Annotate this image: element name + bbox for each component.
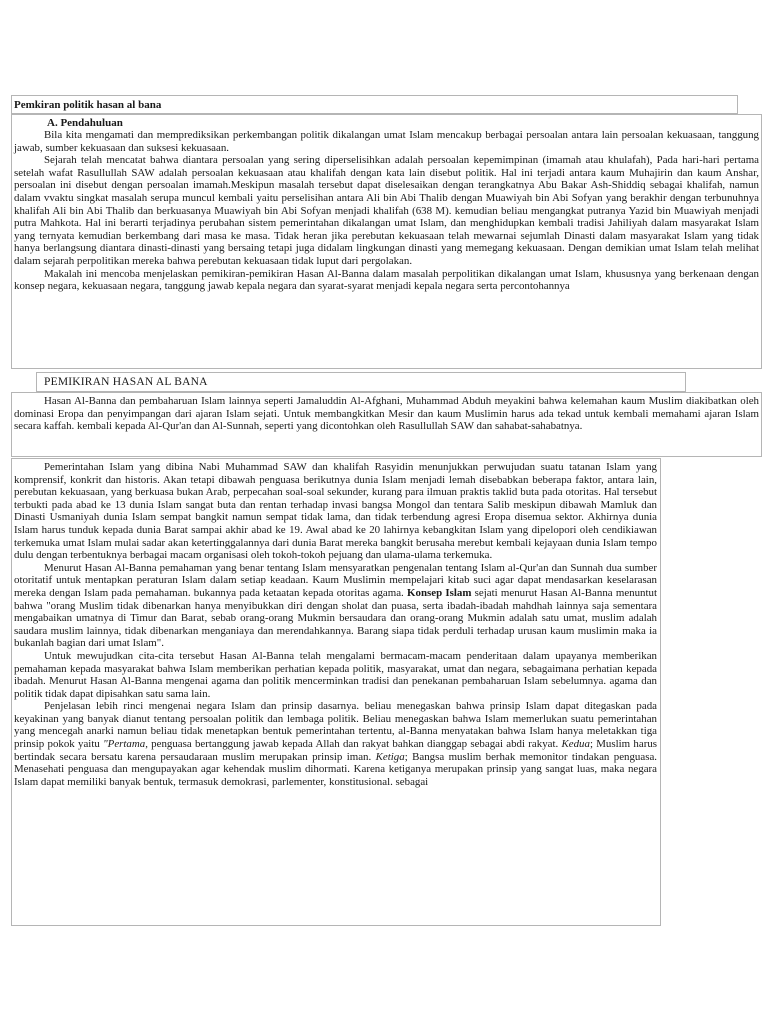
intro-heading: A. Pendahuluan: [47, 117, 123, 129]
body-paragraph-4: [14, 700, 657, 788]
body-paragraph-2: [14, 562, 657, 650]
body-box: [11, 458, 661, 926]
body-paragraph-1: Pemerintahan Islam yang dibina Nabi Muhammad SAW dan khalifah Rasyidin menunjukkan perwujudan suatu tatanan Islam yang komprensif, konkrit dan historis. Akan tetapi dibawah penguasa berikutnya dunia Islam menjadi lemah disebabkan beberapa faktor, antara lain, perebutan kekuasaan, yang berkuasa bukan Arab, perpecahan soal-soal sekunder, kurang para ilmuan praktis taklid buta pada otoritas. Hal tersebut terbukti pada abad ke 13 dunia Islam sangat buta dan rentan terhadap invasi bangsa Mongol dan tentara Salib meskipun dibawah Mamluk dan Dinasti Usmaniyah dunia Islam sempat bangkit namun sempat tidak lama, dan tidak terbendung agresi Eropa disemua sektor. Akhirnya dunia Islam harus tunduk kepada dunia Barat sampai akhir abad ke 19. Awal abad ke 20 lahirnya kebangkitan Islam yang dipelopori oleh cendikiawan terkemuka umat Islam mulai sadar akan ketertinggalannya dari dunia Barat mereka bangkit berusaha merebut kembali kejayaan dunia Islam tempo dulu dengan terbentuknya berbagai macam organisasi oleh tokoh-tokoh pejuang dan ulama-ulama terkemuka.: [14, 461, 657, 562]
konsep-islam-term: Konsep Islam: [407, 586, 472, 599]
doc-title: Pemkiran politik hasan al bana: [14, 99, 162, 111]
intro-paragraph-3: Makalah ini mencoba menjelaskan pemikiran-pemikiran Hasan Al-Banna dalam masalah perpolitikan dikalangan umat Islam, khususnya yang berkenaan dengan konsep negara, kekuasaan negara, tanggung jawab kepala negara dan syarat-syarat menjadi kepala negara serta percontohannya: [14, 267, 759, 293]
section-intro-box: [11, 392, 762, 457]
body-paragraph-4-part-c: ; Muslim harus bertindak secara bersatu karena persaudaraan muslim merupakan prinsip iman.: [14, 738, 658, 763]
body-paragraph-4-part-b: , penguasa bertanggung jawab kepada Allah dan rakyat bahkan dianggap sebagai abdi rakyat.: [145, 738, 559, 751]
section-heading-box: [36, 372, 686, 392]
section-heading: PEMIKIRAN HASAN AL BANA: [44, 376, 208, 388]
intro-paragraph-2: Sejarah telah mencatat bahwa diantara persoalan yang sering diperselisihkan adalah persoalan kepemimpinan (imamah atau khulafah), Pada hari-hari pertama setelah wafat Rasullullah SAW adalah persoalan kekuasaan atau khalifah dengan kata lain disebut politik. Hal ini terjadi antara kaum Muhajirin dan kaum Anshar, persoalan ini disebut dengan persoalan imamah.Meskipun masalah tersebut dapat diselesaikan dengan terangkatnya Abu Bakar Ash-Shiddiq sebagai khalifah, namun dalam vvaktu singkat masalah serupa muncul kembali yaitu perselisihan antara Ali bin Abi Thalib dengan Muawiyah bin Abi Sofyan yang berakhir dengan terbunuhnya khalifah Ali bin Abi Thalib dan berkuasanya Muawiyah bin Abi Sofyan menjadi khalifah (638 M). kemudian beliau mengangkat putranya Yazid bin Muawiyah menjadi putra Mahkota. Hal ini berarti terjadinya perubahan sistem pemerintahan dikalangan umat Islam, dan menghidupkan kembali tradisi Jahiliyah dalam masyarakat Islam yang ternyata kemudian berkembang dari masa ke masa. Tidak heran jika perebutan kekuasaan telah mewarnai sejumlah Dinasti dalam masyarakat Islam yang tidak hanya berlangsung diantara dinasti-dinasti yang bersaing tetapi juga didalam lingkungan dinasti yang memegang kekuasaan. Dengan demikian umat Islam telah melihat dalam sejarah perpolitikan mereka bahwa perebutan kekuasaan tidak luput dari pergolakan.: [14, 154, 759, 267]
body-paragraph-4-part-d: ; Bangsa muslim berhak memonitor tindakan penguasa. Menasehati penguasa dan mengupayakan agar kehendak muslim dihormati. Karena ketiganya merupakan prinsip yang sangat luas, maka negara Islam dapat memiliki banyak bentuk, termasuk demokrasi, parlementer, konstitusional. sebagai: [14, 750, 658, 788]
body-paragraph-2-part-a: Menurut Hasan Al-Banna pemahaman yang benar tentang Islam mensyaratkan pengenalan tentang Islam al-Qur'an dan Sunnah dua sumber otoritatif untuk mentapkan peraturan Islam dalam setiap keadaan. Kaum Muslimin mempelajari kitab suci agar dapat mendasarkan keselarasan mereka dengan Islam pada pemahaman. bukannya pada ketaatan kepada otoritas agama.: [14, 561, 657, 599]
body-paragraph-2-part-b: sejati menurut Hasan Al-Banna menuntut bahwa "orang Muslim tidak dibenarkan hanya menyibukkan diri dengan sholat dan puasa, serta ibadah-ibadah mahdhah lainnya saja sementara mengabaikan umatnya di Timur dan Barat, sebab orang-orang Mukmin bersaudara dan orang-orang Mukmin adalah satu umat, muslim adalah saudara muslim lainnya, tidak dibenarkan menganiaya dan merendahkannya. Barang siapa tidak perduli terhadap urusan kaum muslimin maka ia bukanlah bagian dari umat Islam".: [14, 586, 657, 650]
section-intro-paragraph: Hasan Al-Banna dan pembaharuan Islam lainnya seperti Jamaluddin Al-Afghani, Muhammad Abduh meyakini bahwa kelemahan kaum Muslim diakibatkan oleh dominasi Eropa dan penyimpangan dari ajaran Islam sejati. Untuk membangkitkan Mesir dan kaum Muslimin harus ada tekad untuk kembali memahami ajaran Islam secara kaffah. kembali kepada Al-Qur'an dan Al-Sunnah, seperti yang dicontohkan oleh Rasullullah SAW dan sahabat-sahabatnya.: [14, 395, 759, 433]
title-box: [11, 95, 738, 114]
body-paragraph-4-part-a: Penjelasan lebih rinci mengenai negara Islam dan prinsip dasarnya. beliau menegaskan bahwa prinsip Islam dapat ditegaskan pada keyakinan yang banyak dianut tentang persoalan politik dan lembaga politik. Beliau menegaskan bahwa Islam memerlukan suatu pemerintahan yang mencegah anarki namun beliau tidak menetapkan bentuk pemerintahan tertentu, al-Banna menyatakan bahwa Islam hanya meletakkan tiga prinsip pokok yaitu: [14, 700, 657, 751]
kedua-term: Kedua: [561, 738, 590, 751]
intro-box: [11, 114, 762, 369]
body-paragraph-3: Untuk mewujudkan cita-cita tersebut Hasan Al-Banna telah mengalami bermacam-macam penderitaan dalam upayanya memberikan pemahaman kepada masyarakat bahwa Islam memberikan perhatian kepada politik, masyarakat, umat dan negara, sebagaimana perhatian kepada ibadah. Menurut Hasan Al-Banna mengenai agama dan politik mencerminkan tradisi dan penekanan pembaharuan Islam sebelumnya. agama dan politik tidak dapat dipisahkan satu sama lain.: [14, 649, 657, 700]
ketiga-term: Ketiga: [375, 750, 405, 763]
pertama-term: "Pertama: [103, 738, 146, 751]
intro-paragraph-1: Bila kita mengamati dan memprediksikan perkembangan politik dikalangan umat Islam mencakup berbagai persoalan antara lain persoalan kekuasaan, tanggung jawab, sumber kekuasaan dan suksesi kekuasaan.: [14, 129, 759, 154]
